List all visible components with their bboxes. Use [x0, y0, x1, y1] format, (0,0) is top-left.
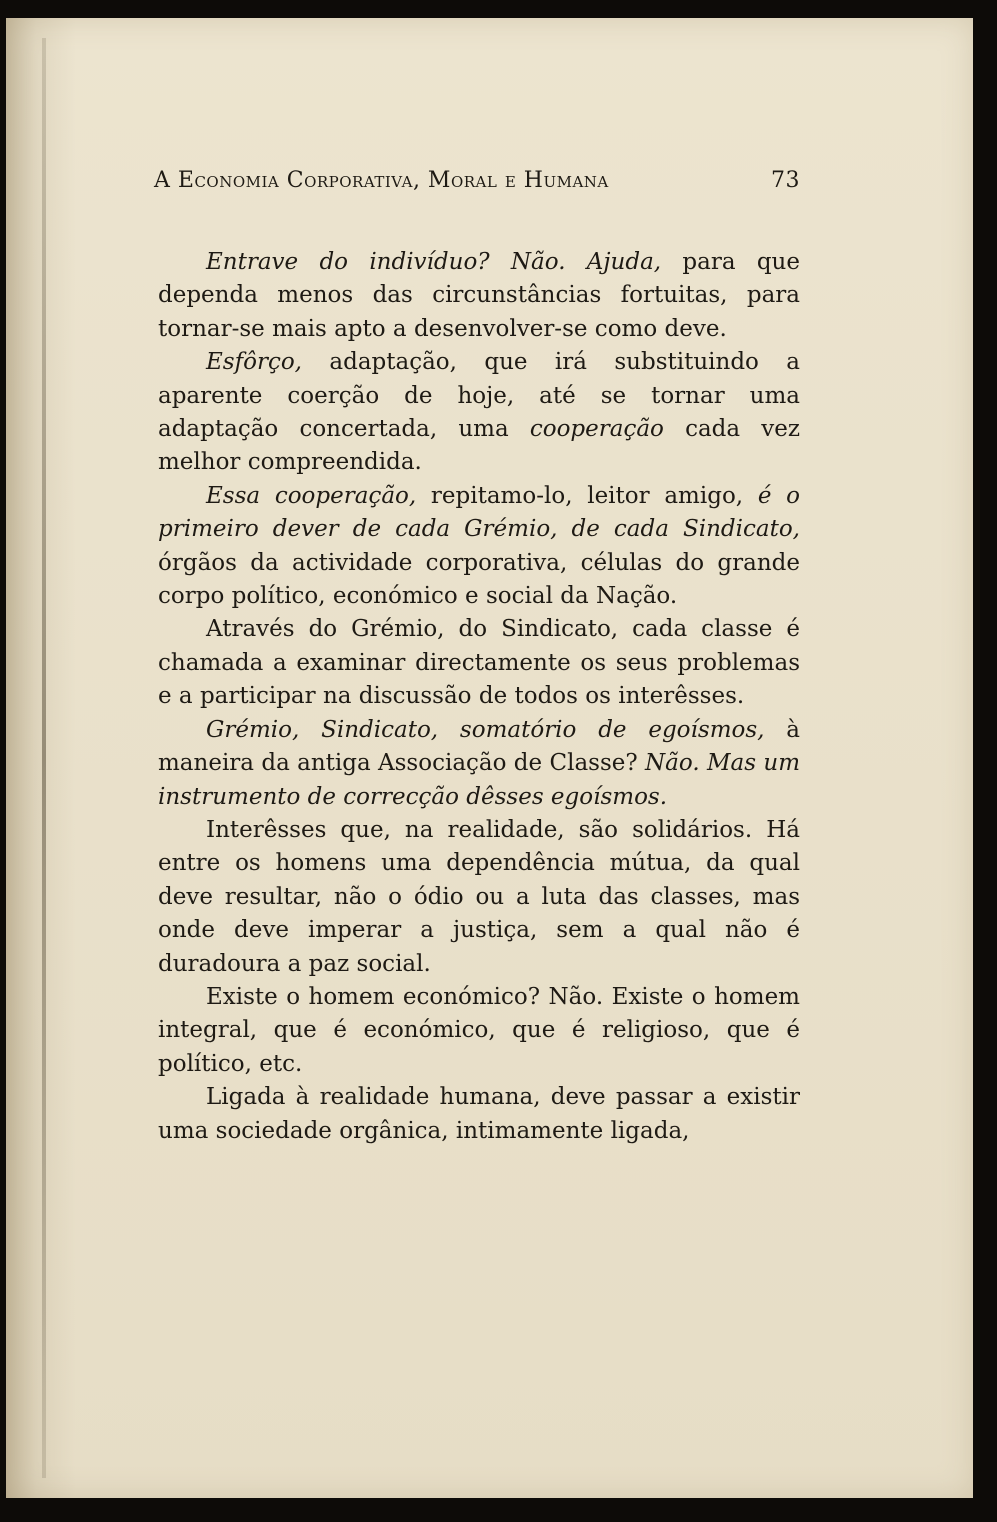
- paragraph: [158, 981, 800, 1081]
- paragraph: [158, 714, 800, 814]
- text-run: Ligada à realidade humana, deve passar a existir uma sociedade orgânica, intimamente ligada,: [158, 1084, 800, 1144]
- body-text: [158, 246, 800, 1148]
- page-header: [154, 168, 800, 193]
- italic-text: cooperação: [529, 416, 664, 443]
- italic-text: Esfôrço,: [206, 349, 302, 376]
- paragraph: [158, 480, 800, 614]
- italic-text: é o primeiro dever de cada Grémio, de cada Sindicato,: [158, 482, 800, 543]
- text-run: cada vez melhor compreendida.: [158, 416, 800, 476]
- paragraph: [158, 346, 800, 480]
- page-gutter: [42, 38, 46, 1478]
- text-run: Existe o homem económico? Não. Existe o homem integral, que é económico, que é religioso, que é político, etc.: [158, 983, 800, 1077]
- paragraph: [158, 814, 800, 981]
- text-run: à maneira da antiga Associação de Classe?: [158, 716, 800, 777]
- text-run: órgãos da actividade corporativa, células do grande corpo político, económico e social da Nação.: [158, 549, 800, 610]
- page-number: 73: [771, 168, 800, 193]
- text-run: Interêsses que, na realidade, são solidários. Há entre os homens uma dependência mútua, da qual deve resultar, não o ódio ou a luta das classes, mas onde deve imperar a justiça, sem a qual não é duradoura a paz social.: [158, 816, 800, 977]
- text-run: adaptação, que irá substituindo a aparente coerção de hoje, até se tornar uma adaptação concertada, uma: [158, 349, 800, 443]
- paragraph: [158, 246, 800, 346]
- text-run: repitamo-lo, leitor amigo,: [416, 482, 758, 509]
- text-run: Através do Grémio, do Sindicato, cada classe é chamada a examinar directamente os seus problemas e a participar na discussão de todos os interêsses.: [158, 616, 800, 710]
- italic-text: Não. Mas um instrumento de correcção dêsses egoísmos.: [158, 750, 801, 810]
- book-page: [6, 18, 973, 1498]
- paragraph: [158, 1081, 800, 1148]
- text-run: para que dependa menos das circunstâncias fortuitas, para tornar-se mais apto a desenvolver-se como deve.: [158, 249, 800, 342]
- italic-text: Essa cooperação,: [206, 482, 417, 509]
- paragraph: [158, 613, 800, 713]
- italic-text: Entrave do indivíduo? Não. Ajuda,: [206, 249, 662, 275]
- running-title: A Economia Corporativa, Moral e Humana: [154, 168, 609, 193]
- italic-text: Grémio, Sindicato, somatório de egoísmos,: [206, 716, 765, 743]
